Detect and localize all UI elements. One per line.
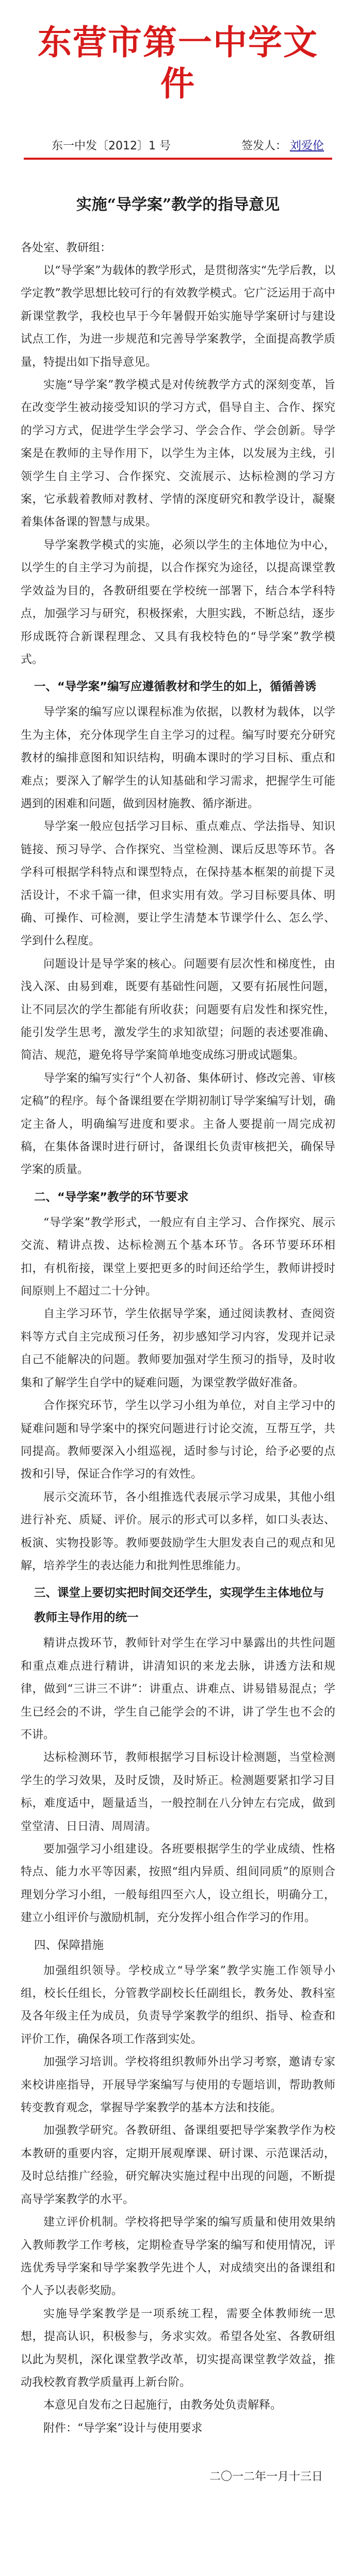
section-heading-4: 四、保障措施 (34, 1938, 104, 1952)
section-4-paragraph: 加强学习培训。学校将组织教师外出学习考察，邀请专家来校讲座指导，开展导学案编写与使用的专题培训，帮助教师转变教育观念，掌握导学案教学的基本方法和技能。 (21, 2056, 335, 2115)
org-title: 东营市第一中学文件 (38, 22, 318, 104)
section-3-paragraph: 达标检测环节，教师根据学习目标设计检测题，当堂检测学生的学习效果，及时反馈，及时矫正。检测题要紧扣学习目标，难度适中，题量适当，一般控制在八分钟左右完成，做到堂堂清、日日清、周周清。 (21, 1751, 335, 1833)
section-4-paragraph: 本意见自发布之日起施行，由教务处负责解释。 (43, 2399, 282, 2412)
section-4-paragraph: 加强教学研究。各教研组、备课组要把导学案教学作为校本教研的重要内容，定期开展观摩课、研讨课、示范课活动，及时总结推广经验，研究解决实施过程中出现的问题，不断提高导学案教学的水平。 (21, 2124, 335, 2206)
intro-paragraph: 导学案教学模式的实施，必须以学生的主体地位为中心，以学生的自主学习为前提，以合作探究为途径，以提高课堂教学效益为目的，各教研组要在学校统一部署下，结合本学科特点，加强学习与研究，积极探索，大胆实践，不断总结，逐步形成既符合新课程理念、又具有我校特色的“导学案”教学模式。 (21, 538, 335, 666)
section-1-paragraph: 导学案的编写应以课程标准为依据，以教材为载体，以学生为主体，充分体现学生自主学习的过程。编写时要充分研究教材的编排意图和知识结构，明确本课时的学习目标、重点和难点；要深入了解学生的认知基础和学习需求，把握学生可能遇到的困难和问题，做到因材施教、循序渐进。 (21, 706, 335, 810)
section-3-paragraph: 要加强学习小组建设。各班要根据学生的学业成绩、性格特点、能力水平等因素，按照“组内异质、组间同质”的原则合理划分学习小组，一般每组四至六人，设立组长，明确分工，建立小组评价与激励机制，充分发挥小组合作学习的作用。 (21, 1843, 335, 1925)
doc-number: 东一中发〔2012〕1 号 (52, 140, 171, 152)
intro-paragraph: 实施“导学案”教学模式是对传统教学方式的深刻变革，旨在改变学生被动接受知识的学习方式，倡导自主、合作、探究的学习方式，促进学生学会学习、学会合作、学会创新。导学案是在教师的主导作用下，以学生为主体，以发展为主线，引领学生自主学习、合作探究、交流展示、达标检测的学习方案，它承载着教师对教材、学情的深度研究和教学设计，凝聚着集体备课的智慧与成果。 (21, 379, 335, 529)
sign-date: 二〇一二年一月十三日 (209, 2470, 323, 2483)
section-2-paragraph: 展示交流环节，各小组推选代表展示学习成果，其他小组进行补充、质疑、评价。展示的形式可以多样，如口头表达、板演、实物投影等。教师要鼓励学生大胆发表自己的观点和见解，培养学生的表达能力和批判性思维能力。 (21, 1490, 335, 1572)
intro-paragraph: 以“导学案”为载体的教学形式，是贯彻落实“先学后教，以学定教”教学思想比较可行的有效教学模式。它广泛运用于高中新课堂教学，我校也早于今年暑假开始实施导学案研讨与建设试点工作，为进一步规范和完善导学案教学，全面提高教学质量，特提出如下指导意见。 (21, 264, 335, 369)
signer-name: 刘爱伦 (289, 140, 324, 152)
section-4-paragraph: 实施导学案教学是一项系统工程，需要全体教师统一思想，提高认识，积极参与，务求实效。希望各处室、各教研组以此为契机，深化课堂教学改革，切实提高课堂教学效益，推动我校教育教学质量再上新台阶。 (21, 2307, 335, 2389)
section-heading-3: 三、课堂上要切实把时间交还学生，实现学生主体地位与教师主导作用的统一 (34, 1586, 324, 1625)
section-1-paragraph: 导学案一般应包括学习目标、重点难点、学法指导、知识链接、预习导学、合作探究、当堂检测、课后反思等环节。各学科可根据学科特点和课型特点，在保持基本框架的前提下灵活设计，不求千篇一律，但求实用有效。学习目标要具体、明确、可操作、可检测，要让学生清楚本节课学什么、怎么学、学到什么程度。 (21, 820, 335, 948)
section-4-paragraph: 加强组织领导。学校成立“导学案”教学实施工作领导小组，校长任组长，分管教学副校长任副组长，教务处、教科室及各年级主任为成员，负责导学案教学的组织、指导、检查和评价工作，确保各项工作落到实处。 (21, 1964, 335, 2046)
document-title: 实施“导学案”教学的指导意见 (76, 196, 280, 214)
section-heading-1: 一、“导学案”编写应遵循教材和学生的如上，循循善诱 (34, 680, 317, 694)
section-4-paragraph: 建立评价机制。学校将把导学案的编写质量和使用效果纳入教师教学工作考核，定期检查导学案的编写和使用情况，评选优秀导学案和导学案教学先进个人，对成绩突出的备课组和个人予以表彰奖励。 (21, 2216, 335, 2298)
salutation: 各处室、教研组： (21, 242, 112, 255)
section-heading-2: 二、“导学案”教学的环节要求 (34, 1190, 189, 1204)
section-3-paragraph: 精讲点拨环节，教师针对学生在学习中暴露出的共性问题和重点难点进行精讲，讲清知识的来龙去脉，讲透方法和规律，做到“三讲三不讲”：讲重点、讲难点、讲易错易混点；学生已经会的不讲，学生自己能学会的不讲，讲了学生也不会的不讲。 (21, 1637, 335, 1741)
section-2-paragraph: 自主学习环节，学生依据导学案，通过阅读教材、查阅资料等方式自主完成预习任务，初步感知学习内容，发现并记录自己不能解决的问题。教师要加强对学生预习的指导，及时收集和了解学生自学中的疑难问题，为课堂教学做好准备。 (21, 1308, 335, 1389)
section-2-paragraph: 合作探究环节，学生以学习小组为单位，对自主学习中的疑难问题和导学案中的探究问题进行讨论交流，互帮互学，共同提高。教师要深入小组巡视，适时参与讨论，给予必要的点拨和引导，保证合作学习的有效性。 (21, 1399, 335, 1481)
section-1-paragraph: 问题设计是导学案的核心。问题要有层次性和梯度性，由浅入深、由易到难，既要有基础性问题，又要有拓展性问题，让不同层次的学生都能有所收获；问题要有启发性和探究性，能引发学生思考，激发学生的求知欲望；问题的表述要准确、简洁、规范，避免将导学案简单地变成练习册或试题集。 (21, 957, 335, 1062)
red-divider (24, 158, 332, 160)
signer-label: 签发人： (241, 140, 287, 152)
doc-number-line (21, 134, 335, 155)
section-2-paragraph: “导学案”教学形式，一般应有自主学习、合作探究、展示交流、精讲点拨、达标检测五个基本环节。各环节要环环相扣，有机衔接，课堂上要把更多的时间还给学生，教师讲授时间原则上不超过二十分钟。 (21, 1216, 335, 1298)
signer (241, 137, 324, 153)
section-1-paragraph: 导学案的编写实行“个人初备、集体研讨、修改完善、审核定稿”的程序。每个备课组要在学期初制订导学案编写计划，确定主备人，明确编写进度和要求。主备人要提前一周完成初稿，在集体备课时进行研讨，备课组长负责审核把关，确保导学案的质量。 (21, 1072, 335, 1177)
attachment-note: 附件：“导学案”设计与使用要求 (43, 2421, 203, 2435)
